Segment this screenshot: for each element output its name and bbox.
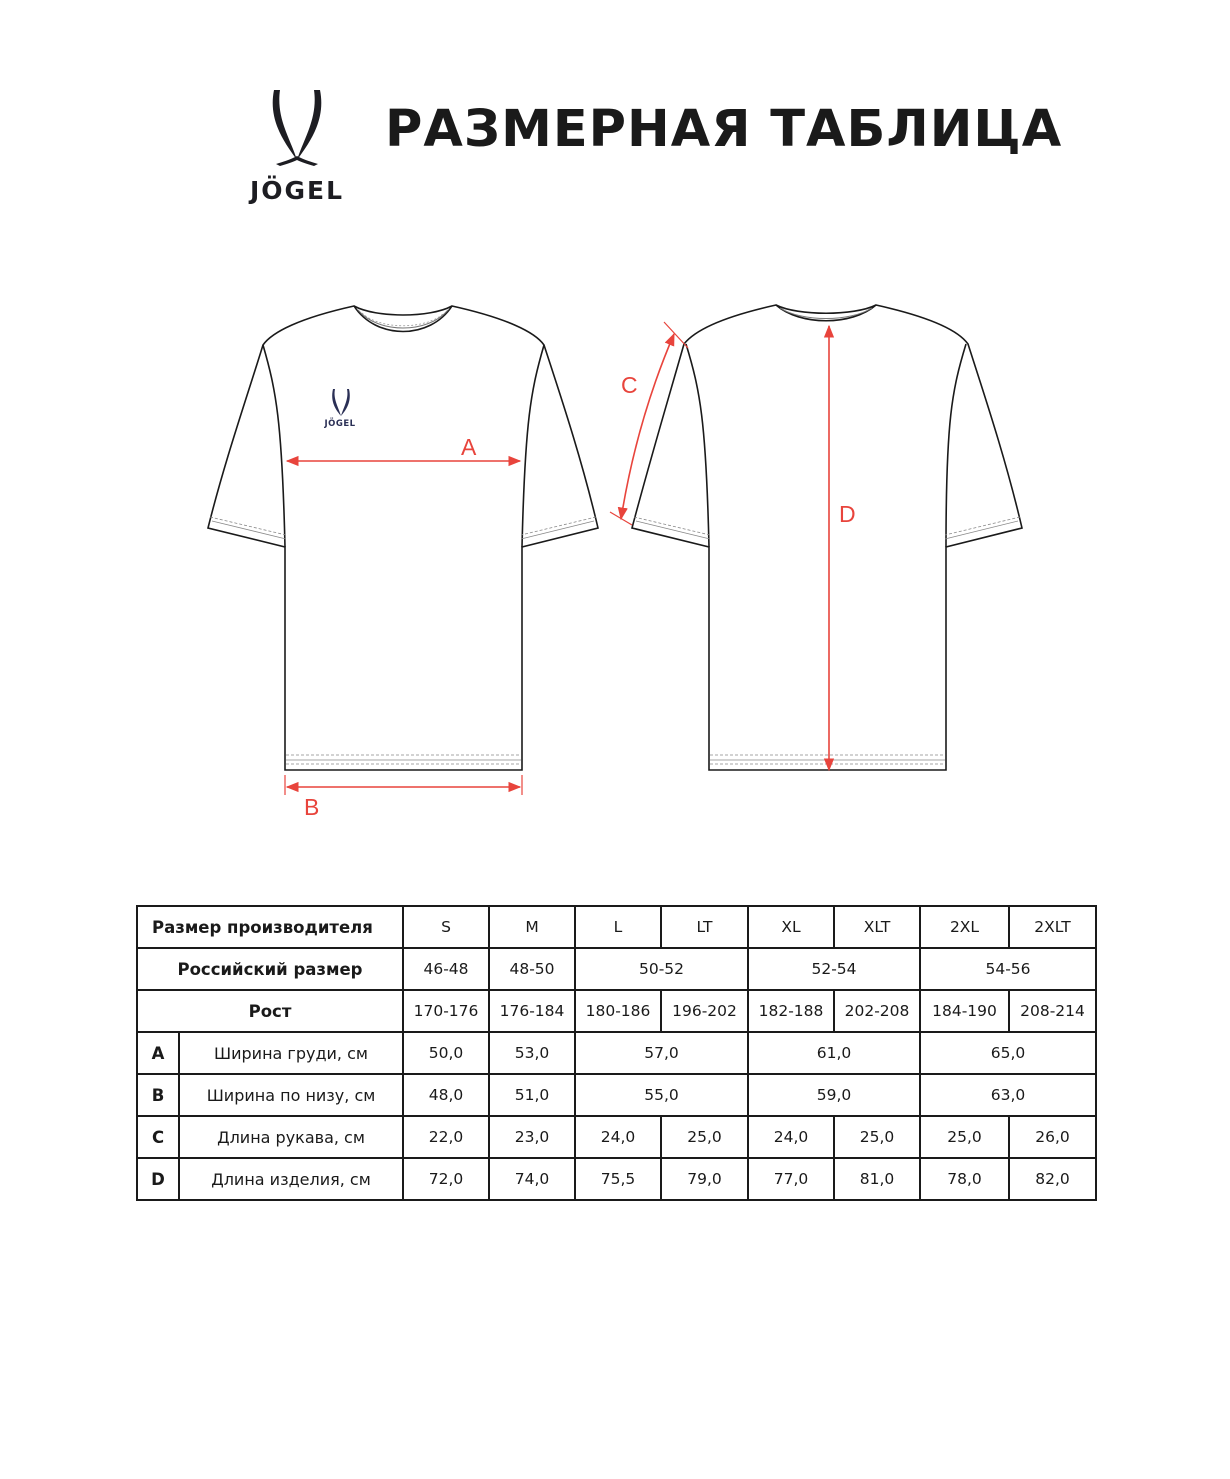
value-cell: 63,0 (920, 1074, 1096, 1116)
row-letter: D (137, 1158, 179, 1200)
row-letter: C (137, 1116, 179, 1158)
row-parameter-name: Длина изделия, см (179, 1158, 403, 1200)
value-cell: 25,0 (920, 1116, 1009, 1158)
table-row-manufacturer-size (137, 906, 1096, 948)
row-letter: A (137, 1032, 179, 1074)
measure-d-label: D (839, 501, 856, 527)
measure-b-label: B (304, 794, 320, 820)
size-cell: XLT (834, 906, 920, 948)
value-cell: 78,0 (920, 1158, 1009, 1200)
value-cell: 25,0 (834, 1116, 920, 1158)
value-cell: 59,0 (748, 1074, 920, 1116)
table-row-chest-width (137, 1032, 1096, 1074)
measure-a-label: A (461, 434, 477, 460)
front-chest-logo-text: JÖGEL (324, 419, 356, 429)
height-cell: 180-186 (575, 990, 661, 1032)
value-cell: 65,0 (920, 1032, 1096, 1074)
value-cell: 53,0 (489, 1032, 575, 1074)
header-russian-size: Российский размер (137, 948, 403, 990)
value-cell: 61,0 (748, 1032, 920, 1074)
height-cell: 208-214 (1009, 990, 1096, 1032)
size-cell: 2XLT (1009, 906, 1096, 948)
table-row-russian-size (137, 948, 1096, 990)
table-row-bottom-width (137, 1074, 1096, 1116)
value-cell: 24,0 (575, 1116, 661, 1158)
height-cell: 196-202 (661, 990, 748, 1032)
size-cell: XL (748, 906, 834, 948)
page-title: РАЗМЕРНАЯ ТАБЛИЦА (385, 100, 1063, 159)
russian-size-cell: 52-54 (748, 948, 920, 990)
row-letter: B (137, 1074, 179, 1116)
value-cell: 77,0 (748, 1158, 834, 1200)
russian-size-cell: 54-56 (920, 948, 1096, 990)
size-cell: S (403, 906, 489, 948)
table-row-garment-length (137, 1158, 1096, 1200)
brand-logo-text: JÖGEL (249, 176, 345, 205)
height-cell: 182-188 (748, 990, 834, 1032)
value-cell: 26,0 (1009, 1116, 1096, 1158)
size-cell: 2XL (920, 906, 1009, 948)
value-cell: 51,0 (489, 1074, 575, 1116)
size-table (136, 905, 1097, 1201)
value-cell: 81,0 (834, 1158, 920, 1200)
value-cell: 25,0 (661, 1116, 748, 1158)
value-cell: 72,0 (403, 1158, 489, 1200)
value-cell: 57,0 (575, 1032, 748, 1074)
value-cell: 22,0 (403, 1116, 489, 1158)
measure-c-label: C (621, 372, 638, 398)
value-cell: 23,0 (489, 1116, 575, 1158)
value-cell: 74,0 (489, 1158, 575, 1200)
value-cell: 48,0 (403, 1074, 489, 1116)
value-cell: 50,0 (403, 1032, 489, 1074)
height-cell: 170-176 (403, 990, 489, 1032)
header-manufacturer-size: Размер производителя (137, 906, 403, 948)
value-cell: 24,0 (748, 1116, 834, 1158)
row-parameter-name: Длина рукава, см (179, 1116, 403, 1158)
value-cell: 75,5 (575, 1158, 661, 1200)
size-cell: M (489, 906, 575, 948)
table-row-sleeve-length (137, 1116, 1096, 1158)
height-cell: 176-184 (489, 990, 575, 1032)
russian-size-cell: 48-50 (489, 948, 575, 990)
height-cell: 184-190 (920, 990, 1009, 1032)
header-height: Рост (137, 990, 403, 1032)
size-cell: LT (661, 906, 748, 948)
table-row-height (137, 990, 1096, 1032)
row-parameter-name: Ширина груди, см (179, 1032, 403, 1074)
value-cell: 79,0 (661, 1158, 748, 1200)
tshirt-front (208, 306, 598, 770)
value-cell: 55,0 (575, 1074, 748, 1116)
row-parameter-name: Ширина по низу, см (179, 1074, 403, 1116)
value-cell: 82,0 (1009, 1158, 1096, 1200)
size-cell: L (575, 906, 661, 948)
russian-size-cell: 46-48 (403, 948, 489, 990)
tshirt-back (632, 305, 1022, 770)
height-cell: 202-208 (834, 990, 920, 1032)
russian-size-cell: 50-52 (575, 948, 748, 990)
